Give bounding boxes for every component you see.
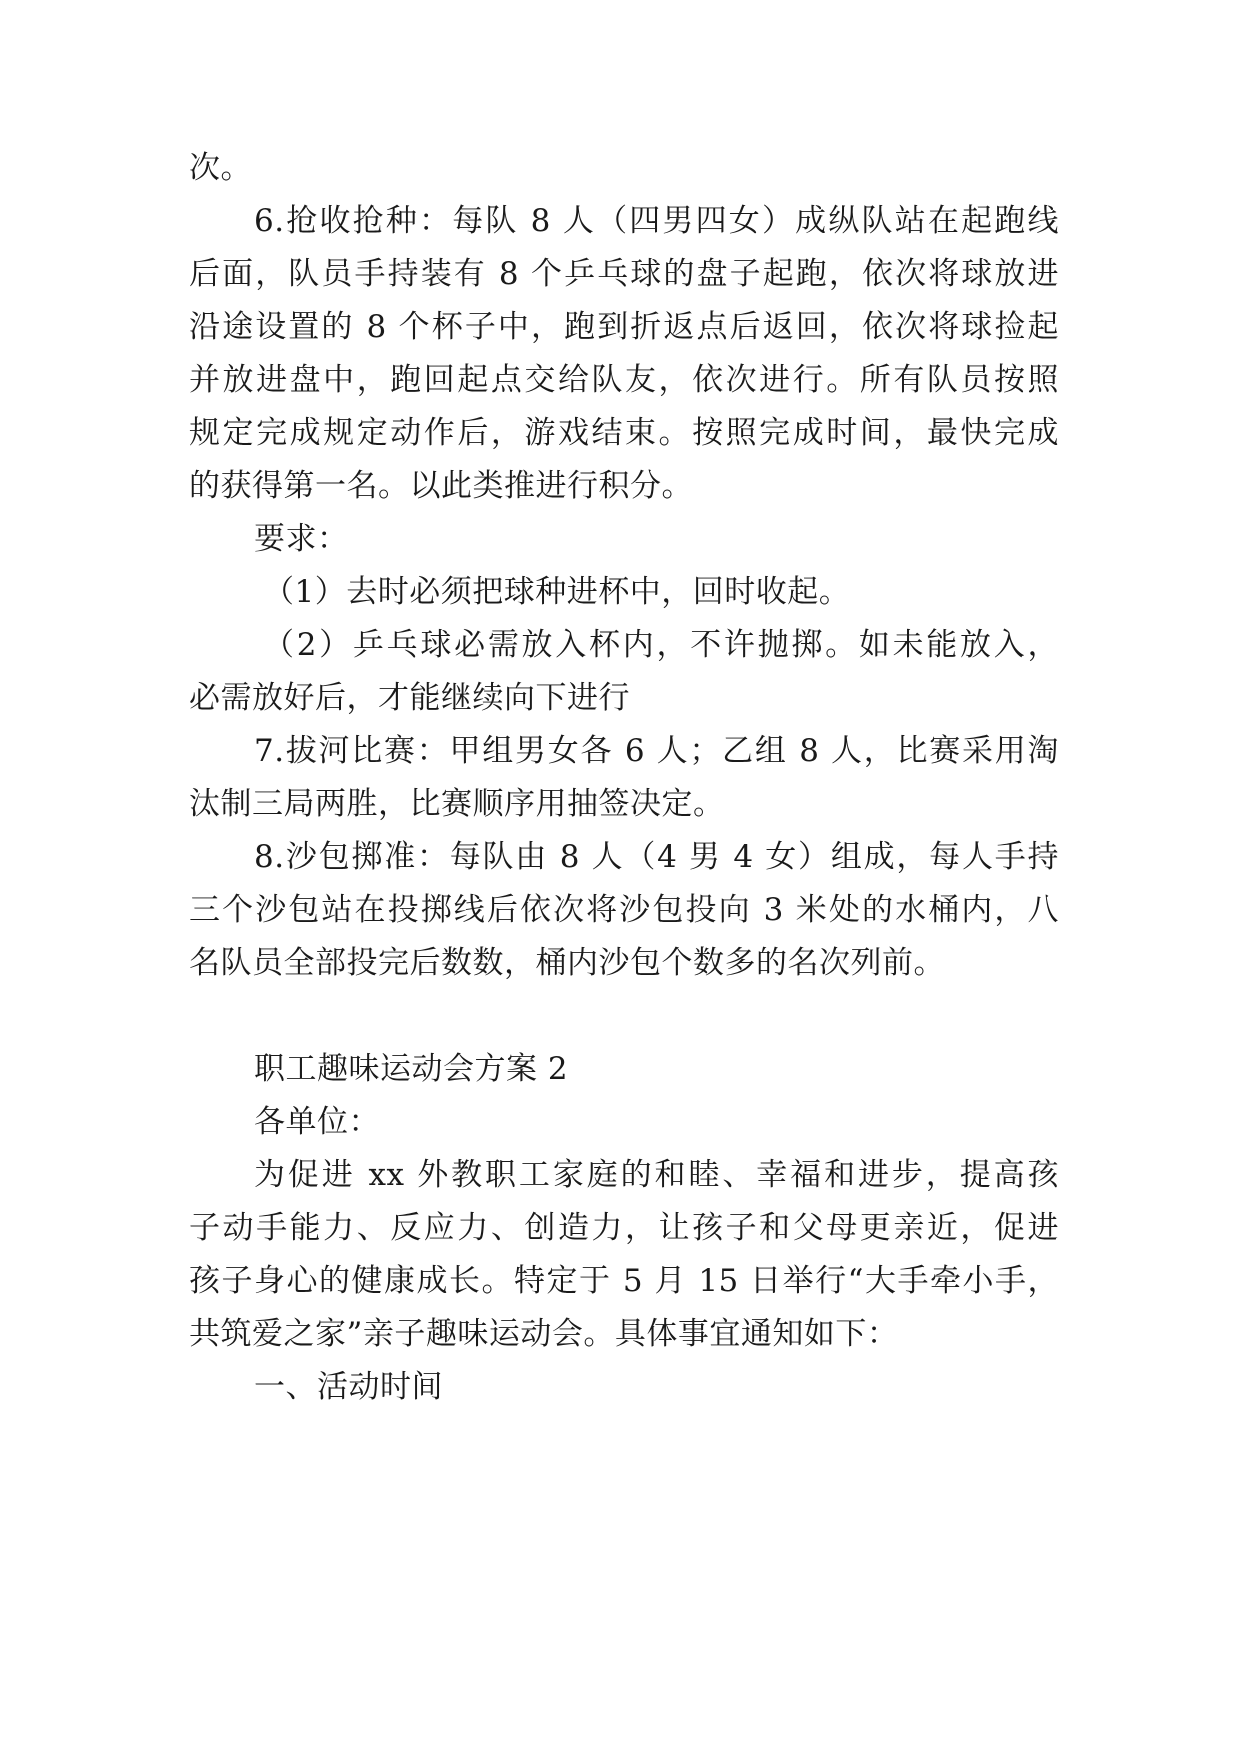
text-line: 7.拔河比赛：甲组男女各 6 人；乙组 8 人，比赛采用淘	[254, 733, 1059, 769]
text-line: 共筑爱之家”亲子趣味运动会。具体事宜通知如下：	[189, 1316, 899, 1352]
text-line: 后面，队员手持装有 8 个乒乓球的盘子起跑，依次将球放进	[189, 256, 1059, 292]
text-line: 的获得第一名。以此类推进行积分。	[189, 468, 693, 504]
text-line: （2）乒乓球必需放入杯内，不许抛掷。如未能放入，	[263, 627, 1059, 663]
text-line: 汰制三局两胜，比赛顺序用抽签决定。	[189, 786, 725, 822]
text-line: 8.沙包掷准：每队由 8 人（4 男 4 女）组成，每人手持	[254, 839, 1059, 875]
text-line: 规定完成规定动作后，游戏结束。按照完成时间，最快完成	[189, 415, 1059, 451]
text-line: 并放进盘中，跑回起点交给队友，依次进行。所有队员按照	[189, 362, 1059, 398]
text-line: 必需放好后，才能继续向下进行	[189, 680, 630, 716]
text-line: （1）去时必须把球种进杯中，回时收起。	[263, 574, 851, 610]
text-line: 要求：	[254, 521, 349, 557]
text-line: 孩子身心的健康成长。特定于 5 月 15 日举行“大手牵小手，	[189, 1263, 1059, 1299]
text-line: 子动手能力、反应力、创造力，让孩子和父母更亲近，促进	[189, 1210, 1059, 1246]
text-line: 为促进 xx 外教职工家庭的和睦、幸福和进步，提高孩	[254, 1157, 1059, 1193]
text-line: 一、活动时间	[254, 1369, 443, 1405]
text-line: 名队员全部投完后数数，桶内沙包个数多的名次列前。	[189, 945, 945, 981]
text-line: 次。	[189, 150, 252, 186]
text-line: 6.抢收抢种：每队 8 人（四男四女）成纵队站在起跑线	[254, 203, 1059, 239]
text-line: 各单位：	[254, 1104, 380, 1140]
section-title: 职工趣味运动会方案 2	[254, 1051, 569, 1087]
text-line: 三个沙包站在投掷线后依次将沙包投向 3 米处的水桶内，八	[189, 892, 1059, 928]
text-line: 沿途设置的 8 个杯子中，跑到折返点后返回，依次将球捡起	[189, 309, 1059, 345]
